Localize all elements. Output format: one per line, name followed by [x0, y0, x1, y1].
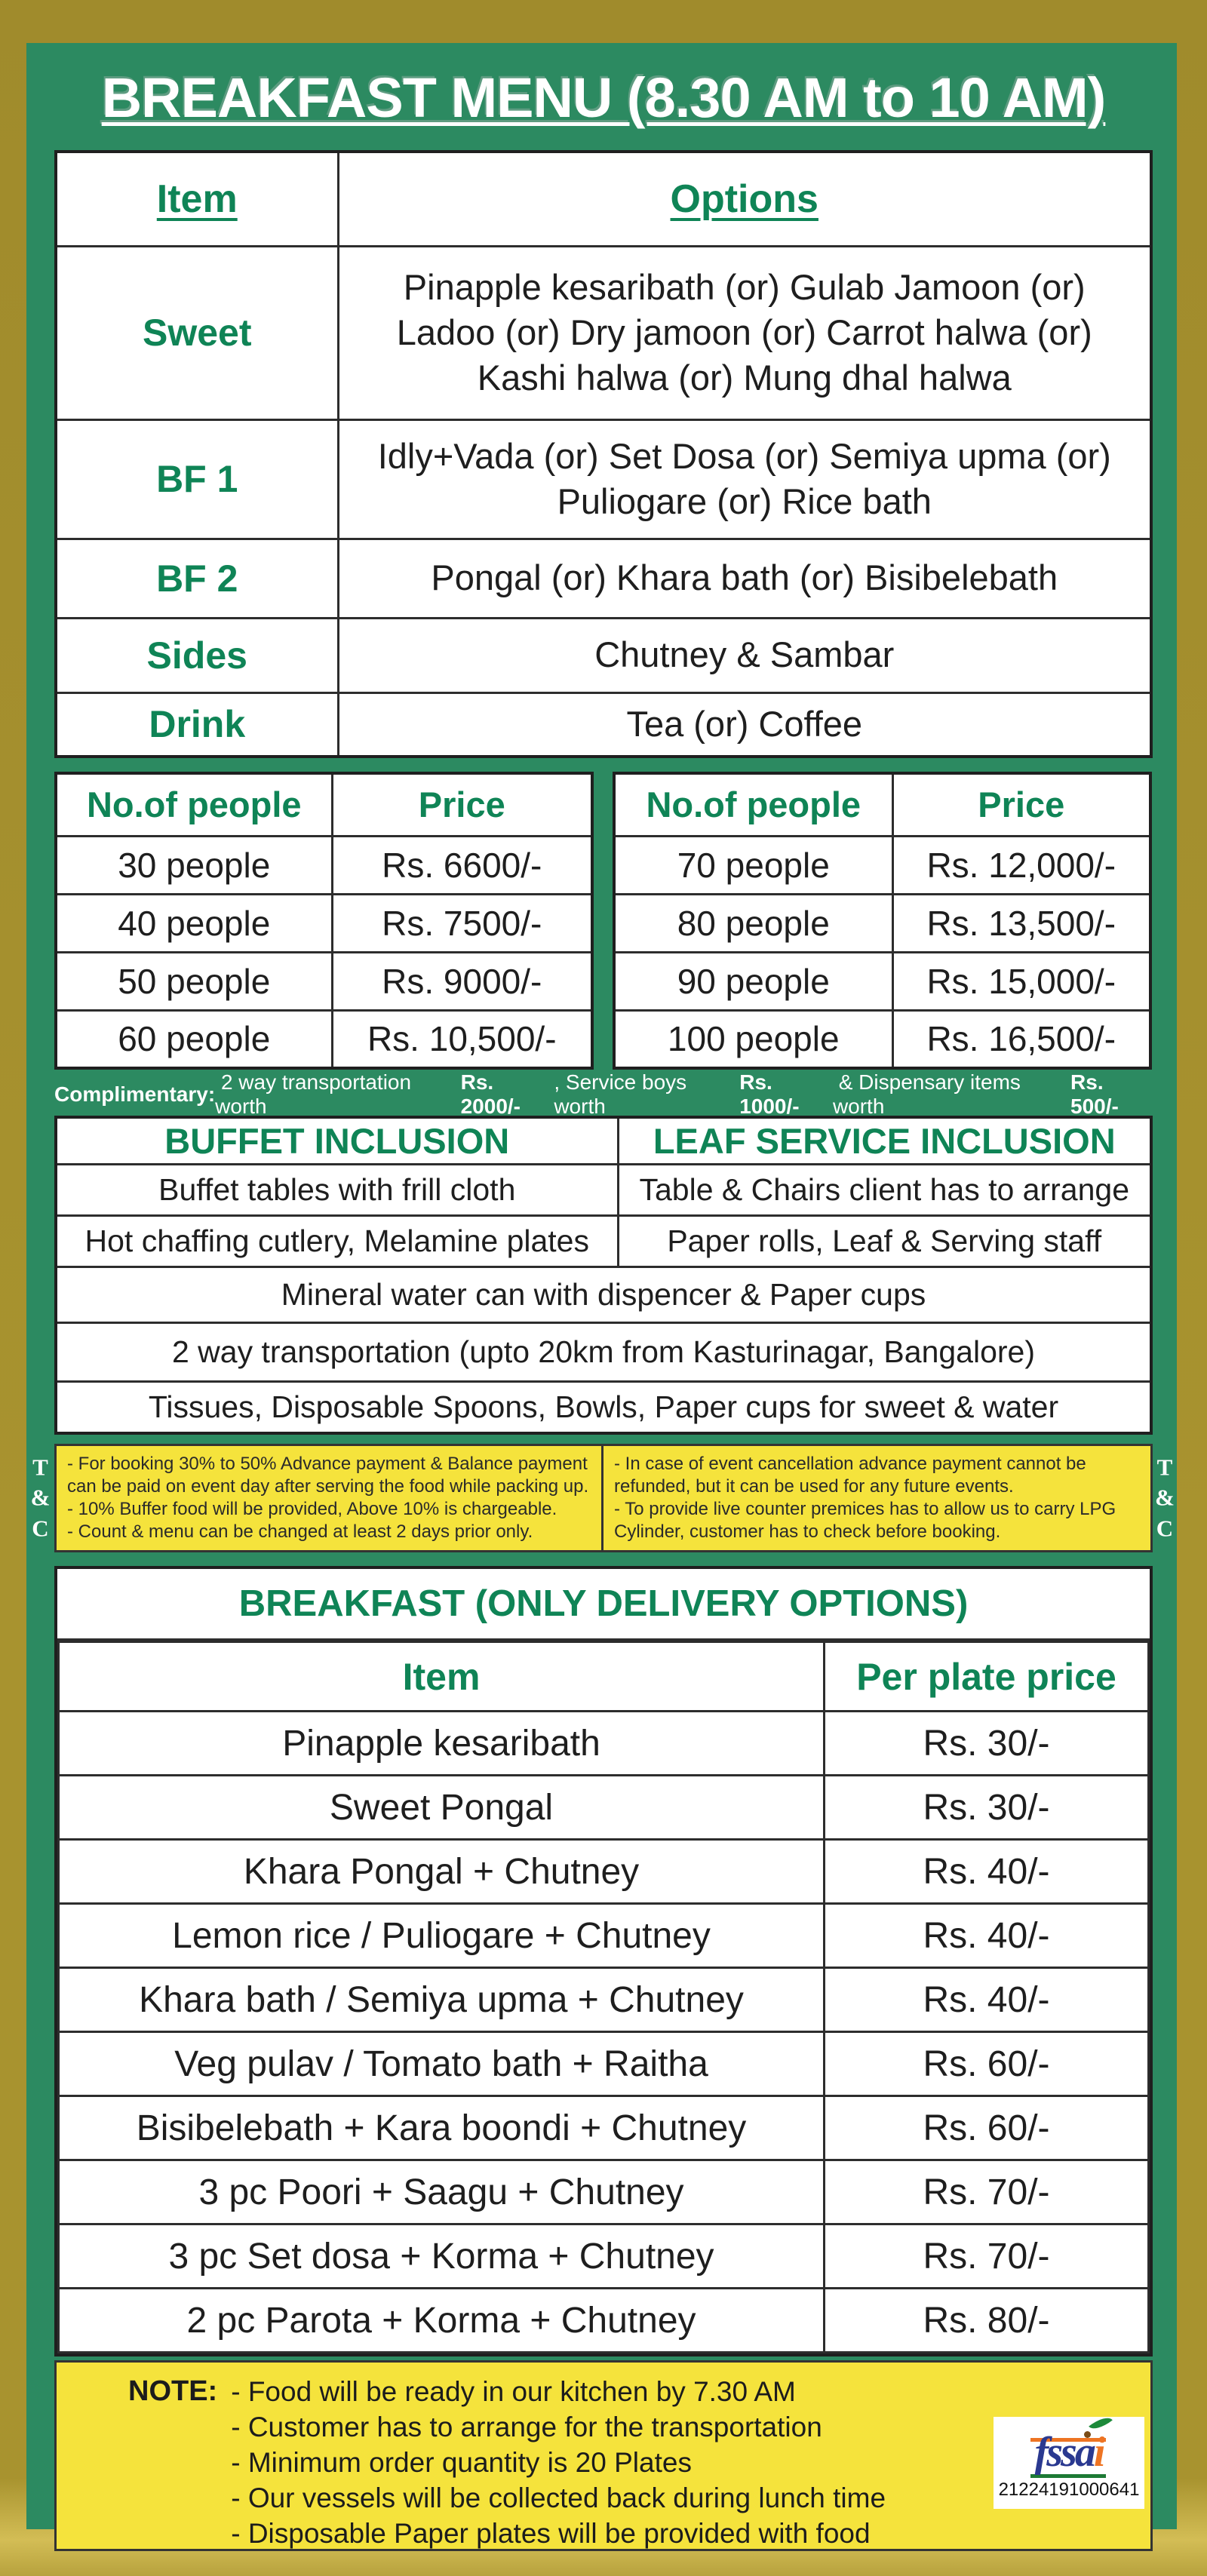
note-section: [54, 2360, 1153, 2551]
price-value: Rs. 12,000/-: [892, 836, 1150, 894]
price-value: Rs. 16,500/-: [892, 1010, 1150, 1068]
delivery-item: 3 pc Set dosa + Korma + Chutney: [59, 2224, 825, 2289]
complimentary-label: Complimentary:: [54, 1082, 216, 1106]
people-count: 60 people: [56, 1010, 332, 1068]
table-row: [614, 952, 1150, 1010]
menu-item-label: BF 1: [56, 419, 338, 539]
people-count: 100 people: [614, 1010, 892, 1068]
table-row: [56, 1267, 1151, 1322]
note-line: - Minimum order quantity is 20 Plates: [231, 2447, 692, 2478]
price-header-people: No.of people: [56, 773, 332, 836]
menu-header-item: Item: [56, 152, 338, 246]
table-row: [56, 692, 1151, 757]
delivery-item: Khara bath / Semiya upma + Chutney: [59, 1968, 825, 2032]
delivery-price: Rs. 40/-: [825, 1840, 1149, 1904]
note-line: - Food will be ready in our kitchen by 7.30 AM: [231, 2376, 796, 2407]
table-row: [56, 618, 1151, 692]
table-row: [59, 2032, 1149, 2096]
note-label: NOTE:: [128, 2375, 218, 2407]
table-row: [56, 246, 1151, 419]
table-row: [59, 2224, 1149, 2289]
menu-item-label: Sweet: [56, 246, 338, 419]
price-header-price: Price: [892, 773, 1150, 836]
note-line: - Our vessels will be collected back during lunch time: [231, 2482, 886, 2513]
shared-inclusion-item: Mineral water can with dispencer & Paper cups: [56, 1267, 1151, 1322]
price-header-price: Price: [332, 773, 592, 836]
table-row: [59, 1968, 1149, 2032]
terms-item: - Count & menu can be changed at least 2 days prior only.: [67, 1521, 533, 1542]
table-row: [59, 2289, 1149, 2353]
shared-inclusion-item: 2 way transportation (upto 20km from Kasturinagar, Bangalore): [56, 1322, 1151, 1381]
people-count: 30 people: [56, 836, 332, 894]
menu-options-text: Chutney & Sambar: [338, 618, 1151, 692]
table-row: [56, 1215, 1151, 1267]
terms-side-label-right: T & C: [1155, 1454, 1175, 1542]
leaf-service-inclusion-header: LEAF SERVICE INCLUSION: [618, 1117, 1151, 1164]
terms-box-left: [54, 1444, 604, 1552]
table-row: [56, 1381, 1151, 1433]
delivery-price: Rs. 70/-: [825, 2224, 1149, 2289]
note-line: - Disposable Paper plates will be provided with food: [231, 2518, 871, 2549]
price-table-left: [54, 772, 594, 1070]
table-row: [56, 894, 592, 952]
terms-item: - In case of event cancellation advance payment cannot be refunded, but it can be used for any future events.: [614, 1454, 1086, 1497]
delivery-item: 2 pc Parota + Korma + Chutney: [59, 2289, 825, 2353]
fssai-license-number: 21224191000641: [998, 2479, 1140, 2500]
page-title: BREAKFAST MENU (8.30 AM to 10 AM): [101, 66, 1106, 129]
buffet-inclusion-item: Buffet tables with frill cloth: [56, 1164, 618, 1215]
people-count: 50 people: [56, 952, 332, 1010]
table-row: [59, 1840, 1149, 1904]
inclusion-table: [54, 1116, 1153, 1435]
shared-inclusion-item: Tissues, Disposable Spoons, Bowls, Paper cups for sweet & water: [56, 1381, 1151, 1433]
delivery-price: Rs. 30/-: [825, 1776, 1149, 1840]
delivery-table: [57, 1641, 1150, 2353]
terms-section: [30, 1444, 1175, 1552]
price-value: Rs. 13,500/-: [892, 894, 1150, 952]
price-header-people: No.of people: [614, 773, 892, 836]
delivery-item: Sweet Pongal: [59, 1776, 825, 1840]
delivery-item: Pinapple kesaribath: [59, 1712, 825, 1776]
menu-item-label: Sides: [56, 618, 338, 692]
menu-options-text: Tea (or) Coffee: [338, 692, 1151, 757]
menu-panel: [26, 43, 1177, 2549]
people-count: 70 people: [614, 836, 892, 894]
delivery-header-item: Item: [59, 1642, 825, 1712]
table-row: [56, 539, 1151, 618]
menu-options-text: Pinapple kesaribath (or) Gulab Jamoon (or) Ladoo (or) Dry jamoon (or) Carrot halwa (or) Kashi halwa (or) Mung dhal halwa: [338, 246, 1151, 419]
people-count: 80 people: [614, 894, 892, 952]
price-value: Rs. 9000/-: [332, 952, 592, 1010]
menu-options-text: Pongal (or) Khara bath (or) Bisibelebath: [338, 539, 1151, 618]
delivery-price: Rs. 60/-: [825, 2032, 1149, 2096]
menu-options-text: Idly+Vada (or) Set Dosa (or) Semiya upma (or) Puliogare (or) Rice bath: [338, 419, 1151, 539]
table-row: [56, 419, 1151, 539]
menu-item-label: BF 2: [56, 539, 338, 618]
fssai-logo: [994, 2417, 1144, 2509]
price-value: Rs. 15,000/-: [892, 952, 1150, 1010]
terms-item: - 10% Buffer food will be provided, Above 10% is chargeable.: [67, 1499, 557, 1519]
people-count: 40 people: [56, 894, 332, 952]
table-row: [59, 1904, 1149, 1968]
table-row: [59, 1712, 1149, 1776]
buffet-inclusion-header: BUFFET INCLUSION: [56, 1117, 618, 1164]
delivery-price: Rs. 40/-: [825, 1904, 1149, 1968]
delivery-price: Rs. 30/-: [825, 1712, 1149, 1776]
table-row: [56, 1322, 1151, 1381]
terms-item: - For booking 30% to 50% Advance payment & Balance payment can be paid on event day after serving the food while packing up.: [67, 1454, 589, 1497]
delivery-section: [54, 1566, 1153, 2356]
price-value: Rs. 6600/-: [332, 836, 592, 894]
complimentary-strip: Complimentary: 2 way transportation worth Rs. 2000/- , Service boys worth Rs. 1000/- & Dispensary items worth Rs. 500/-: [54, 1070, 1119, 1118]
menu-item-label: Drink: [56, 692, 338, 757]
fssai-wordmark: fssai: [1029, 2425, 1110, 2478]
table-row: [56, 836, 592, 894]
table-row: [614, 1010, 1150, 1068]
delivery-item: Bisibelebath + Kara boondi + Chutney: [59, 2096, 825, 2160]
table-row: [59, 1776, 1149, 1840]
table-row: [59, 2096, 1149, 2160]
people-count: 90 people: [614, 952, 892, 1010]
price-table-right: [613, 772, 1152, 1070]
leaf-inclusion-item: Table & Chairs client has to arrange: [618, 1164, 1151, 1215]
terms-item: - To provide live counter premices has to allow us to carry LPG Cylinder, customer has to check before booking.: [614, 1499, 1116, 1542]
table-row: [614, 894, 1150, 952]
delivery-section-title: BREAKFAST (ONLY DELIVERY OPTIONS): [57, 1569, 1150, 1641]
terms-box-right: [604, 1444, 1153, 1552]
delivery-item: 3 pc Poori + Saagu + Chutney: [59, 2160, 825, 2224]
price-tables: [54, 772, 1153, 1070]
buffet-inclusion-item: Hot chaffing cutlery, Melamine plates: [56, 1215, 618, 1267]
delivery-item: Veg pulav / Tomato bath + Raitha: [59, 2032, 825, 2096]
delivery-price: Rs. 80/-: [825, 2289, 1149, 2353]
table-row: [56, 1010, 592, 1068]
delivery-price: Rs. 40/-: [825, 1968, 1149, 2032]
price-value: Rs. 10,500/-: [332, 1010, 592, 1068]
delivery-header-price: Per plate price: [825, 1642, 1149, 1712]
delivery-price: Rs. 60/-: [825, 2096, 1149, 2160]
delivery-item: Lemon rice / Puliogare + Chutney: [59, 1904, 825, 1968]
table-row: [59, 2160, 1149, 2224]
price-value: Rs. 7500/-: [332, 894, 592, 952]
table-row: [56, 952, 592, 1010]
delivery-price: Rs. 70/-: [825, 2160, 1149, 2224]
terms-side-label-left: T & C: [30, 1454, 51, 1542]
table-row: [56, 1164, 1151, 1215]
table-row: [614, 836, 1150, 894]
note-lines: [231, 2374, 886, 2551]
leaf-inclusion-item: Paper rolls, Leaf & Serving staff: [618, 1215, 1151, 1267]
note-line: - Customer has to arrange for the transportation: [231, 2412, 822, 2442]
menu-header-options: Options: [338, 152, 1151, 246]
menu-table: [54, 150, 1153, 758]
delivery-item: Khara Pongal + Chutney: [59, 1840, 825, 1904]
